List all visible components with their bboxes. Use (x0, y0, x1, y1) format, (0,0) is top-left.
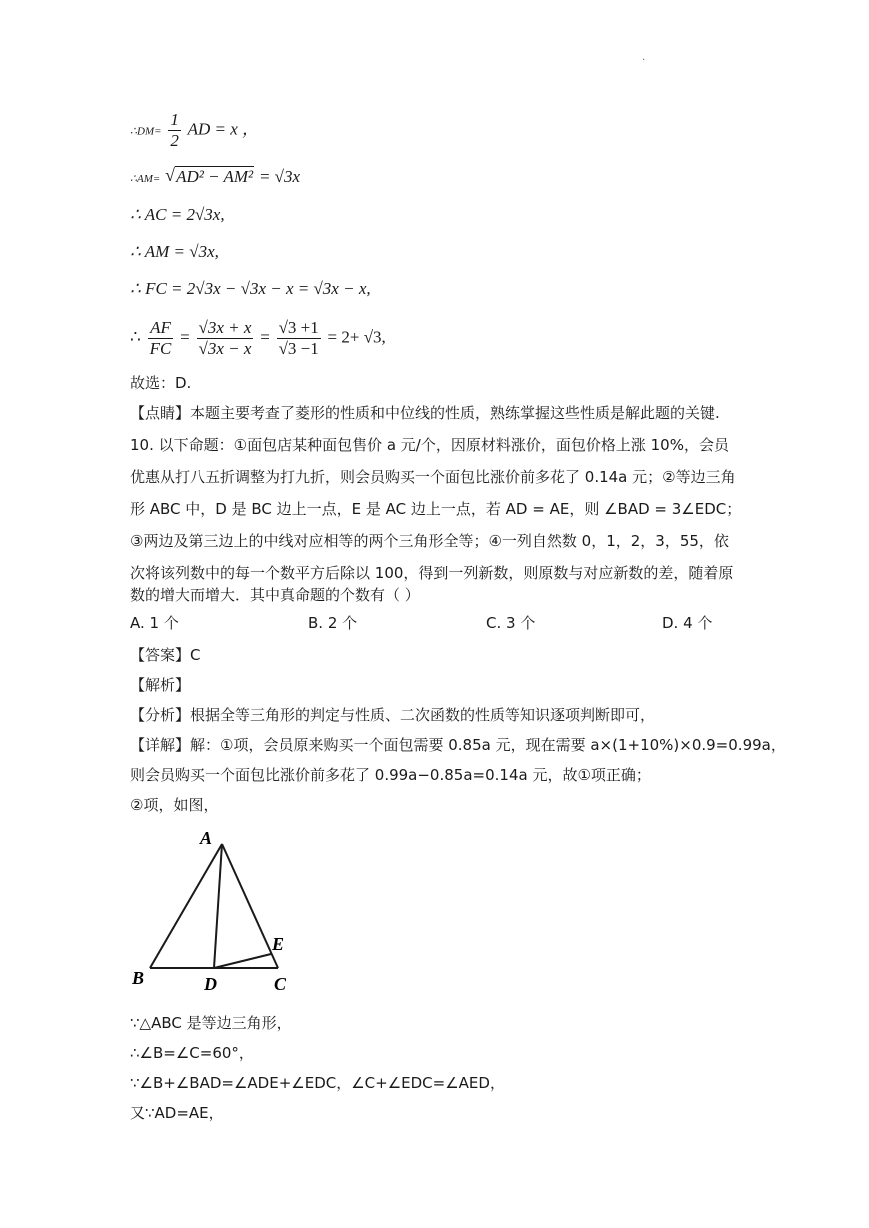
detail-line-1: 【详解】解：①项，会员原来购买一个面包需要 0.85a 元，现在需要 a×(1+10%)×0.9=0.99a， (130, 736, 786, 754)
q10-line-4: ③两边及第三边上的中线对应相等的两个三角形全等；④一列自然数 0，1，2，3，55，依 (130, 532, 729, 550)
answer-line: 【答案】C (130, 646, 201, 664)
label-b: B (132, 968, 145, 988)
choice-b: B. 2 个 (308, 614, 358, 632)
header-mark: . (642, 52, 646, 63)
detail-line-2: 则会员购买一个面包比涨价前多花了 0.99a−0.85a=0.14a 元，故①项正确； (130, 766, 651, 784)
q10-line-6: 数的增大而增大．其中真命题的个数有（ ） (130, 586, 420, 604)
derivation-line-2 (130, 166, 300, 190)
label-c: C (274, 974, 287, 994)
derivation-line-6: ∴ $\frac{AF}{FC}$ = $\frac{√3x + x}{√3x - x}$ = $\frac{√3 +1}{√3 -1}$ = 2+ √3, (130, 318, 386, 358)
after-line-4: 又∵AD=AE， (130, 1104, 224, 1122)
after-line-2: ∴∠B=∠C=60°， (130, 1044, 254, 1062)
derivation-line-5: ∴ FC = 2√3x − √3x − x = √3x − x, (130, 279, 371, 298)
choice-d: D. 4 个 (662, 614, 713, 632)
choose-line: 故选：D. (130, 374, 192, 392)
analysis-heading: 【解析】 (130, 676, 191, 694)
triangle-lines (150, 844, 278, 968)
radical-expression: √ AD² − AM² (165, 166, 254, 188)
dm-prefix: ∴DM= (130, 125, 162, 138)
half-fraction: $\frac{1}{2}$ (170, 110, 179, 150)
therefore-symbol: ∴ (130, 327, 141, 347)
label-d: D (204, 974, 217, 994)
am-result: = √3x (258, 167, 301, 186)
choice-a: A. 1 个 (130, 614, 179, 632)
ratio-simplified: $\frac{√3 +1}{√3 -1}$ (278, 318, 319, 358)
q10-line-5: 次将该列数中的每一个数平方后除以 100，得到一列新数，则原数与对应新数的差，随着原 (130, 564, 734, 582)
after-line-1: ∵△ABC 是等边三角形， (130, 1014, 292, 1032)
ratio-expanded: $\frac{√3x + x}{√3x - x}$ (198, 318, 252, 358)
derivation-line-4: ∴ AM = √3x, (130, 242, 219, 261)
side-ab (150, 844, 222, 968)
side-ac (222, 844, 278, 968)
ratio-result: = 2+ √3, (327, 327, 386, 347)
after-line-3: ∵∠B+∠BAD=∠ADE+∠EDC，∠C+∠EDC=∠AED， (130, 1074, 505, 1092)
dm-expression: AD = x ， (187, 119, 260, 139)
segment-ad (214, 844, 222, 968)
derivation-line-1 (130, 110, 259, 151)
detail-line-3: ②项，如图， (130, 796, 219, 814)
am-prefix: ∴AM= (130, 173, 161, 185)
analysis-line: 【分析】根据全等三角形的判定与性质、二次函数的性质等知识逐项判断即可， (130, 706, 656, 724)
segment-de (214, 954, 271, 968)
q10-line-1: 10. 以下命题：①面包店某种面包售价 a 元/个，因原材料涨价，面包价格上涨 10%，会员 (130, 436, 729, 454)
q10-line-2: 优惠从打八五折调整为打九折，则会员购买一个面包比涨价前多花了 0.14a 元；②等边三角 (130, 468, 736, 486)
ratio-af-fc: $\frac{AF}{FC}$ (149, 318, 172, 358)
comment-line: 【点睛】本题主要考查了菱形的性质和中位线的性质，熟练掌握这些性质是解此题的关键. (130, 404, 720, 422)
label-e: E (272, 934, 285, 954)
triangle-figure (128, 822, 298, 997)
label-a: A (200, 828, 213, 848)
choice-c: C. 3 个 (486, 614, 536, 632)
derivation-line-3: ∴ AC = 2√3x, (130, 205, 225, 224)
q10-line-3: 形 ABC 中，D 是 BC 边上一点，E 是 AC 边上一点，若 AD = AE，则 ∠BAD = 3∠EDC； (130, 500, 742, 518)
